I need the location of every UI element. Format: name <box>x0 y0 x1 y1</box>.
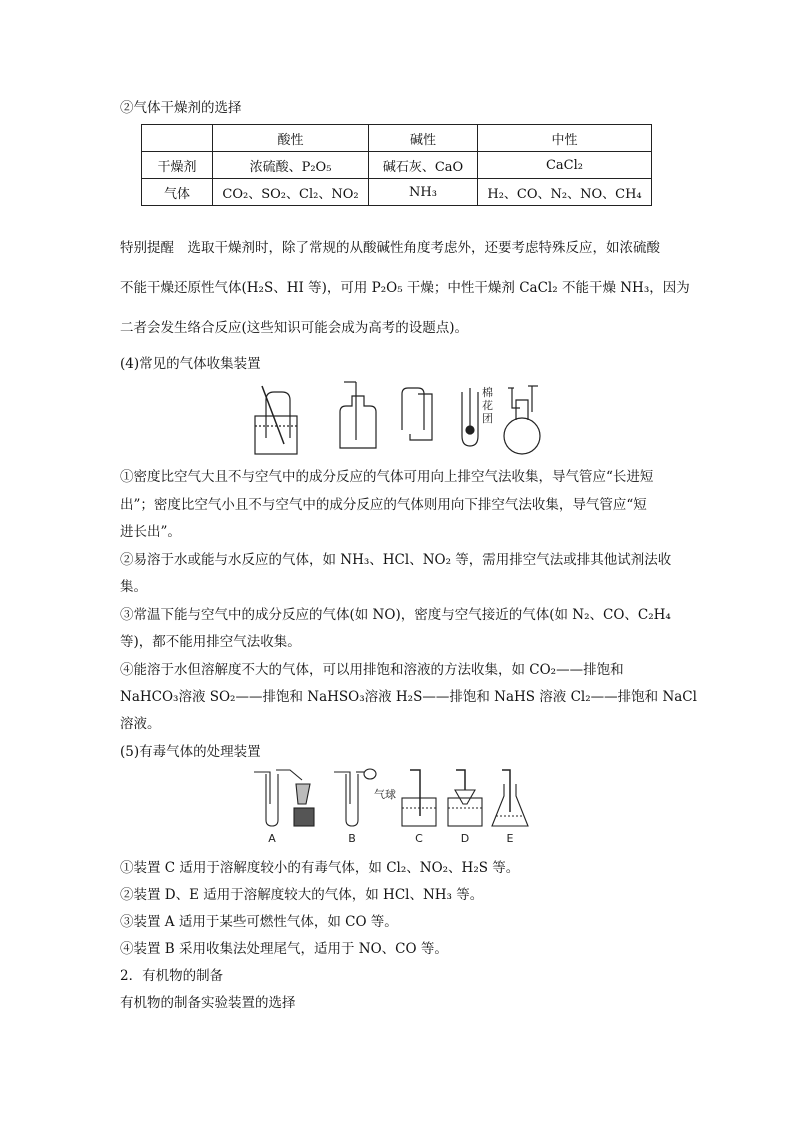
collect-note: NaHCO₃溶液 SO₂——排饱和 NaHSO₃溶液 H₂S——排饱和 NaHS 溶液 Cl₂——排饱和 NaCl <box>120 689 697 705</box>
collect-note: 溶液。 <box>120 716 161 732</box>
test-tube-a <box>266 774 278 826</box>
table-row <box>142 152 652 179</box>
test-tube-b <box>346 774 358 826</box>
table-header-cell <box>142 125 213 152</box>
beaker-c <box>402 798 436 826</box>
delivery-tube <box>262 386 284 444</box>
section2-title: 2．有机物的制备 <box>120 968 224 984</box>
section2-subtitle: 有机物的制备实验装置的选择 <box>120 995 296 1011</box>
lamp-a <box>294 808 314 826</box>
round-flask <box>504 418 540 454</box>
collect-note: 集。 <box>120 579 147 595</box>
collect-note: ④能溶于水但溶解度不大的气体，可以用排饱和溶液的方法收集，如 CO₂——排饱和 <box>120 662 624 678</box>
toxic-title: (5)有毒气体的处理装置 <box>120 744 261 760</box>
toxic-gas-figure <box>250 764 550 846</box>
toxic-note: ④装置 B 采用收集法处理尾气，适用于 NO、CO 等。 <box>120 941 448 957</box>
table-header-cell: 酸性 <box>213 125 369 152</box>
collecting-bottle <box>266 392 290 438</box>
figure-label-e: E <box>506 832 514 845</box>
beaker-d <box>448 798 482 826</box>
figure-label-c: C <box>415 832 423 845</box>
table-cell: H₂、CO、N₂、NO、CH₄ <box>478 179 652 206</box>
table-cell: 气体 <box>142 179 213 206</box>
figure-label-a: A <box>268 832 276 845</box>
funnel-d <box>455 790 475 804</box>
table-header-cell: 中性 <box>478 125 652 152</box>
tip-line-2: 不能干燥还原性气体(H₂S、HI 等)，可用 P₂O₅ 干燥；中性干燥剂 CaCl₂ 不能干燥 NH₃，因为 <box>120 280 690 296</box>
toxic-note: ③装置 A 适用于某些可燃性气体，如 CO 等。 <box>120 914 398 930</box>
table-cell: CaCl₂ <box>478 152 652 179</box>
collect-title: (4)常见的气体收集装置 <box>120 356 261 372</box>
collect-note: ②易溶于水或能与水反应的气体，如 NH₃、HCl、NO₂ 等，需用排空气法或排其他试剂法收 <box>120 552 672 568</box>
cotton-ball <box>466 426 474 434</box>
collect-note: 等)，都不能用排空气法收集。 <box>120 634 301 650</box>
table-cell: 浓硫酸、P₂O₅ <box>213 152 369 179</box>
collect-note: 出”；密度比空气小且不与空气中的成分反应的气体则用向下排空气法收集，导气管应“短 <box>120 497 647 513</box>
drying-title: ②气体干燥剂的选择 <box>120 100 242 116</box>
cotton-label: 棉花团 <box>482 386 493 425</box>
table-row <box>142 179 652 206</box>
figure-label-b: B <box>348 832 356 845</box>
tip-line-3: 二者会发生络合反应(这些知识可能会成为高考的设题点)。 <box>120 320 469 336</box>
collect-note: 进长出”。 <box>120 524 181 540</box>
gas-collection-figure <box>250 378 550 458</box>
table-cell: CO₂、SO₂、Cl₂、NO₂ <box>213 179 369 206</box>
table-cell: NH₃ <box>369 179 478 206</box>
table-header-cell: 碱性 <box>369 125 478 152</box>
balloon-b <box>364 769 376 779</box>
tip-line-1: 特别提醒 选取干燥剂时，除了常规的从酸碱性角度考虑外，还要考虑特殊反应，如浓硫酸 <box>120 240 660 256</box>
figure-label-d: D <box>460 832 470 845</box>
toxic-note: ②装置 D、E 适用于溶解度较大的气体，如 HCl、NH₃ 等。 <box>120 887 484 903</box>
collect-note: ①密度比空气大且不与空气中的成分反应的气体可用向上排空气法收集，导气管应“长进短 <box>120 469 654 485</box>
table-cell: 干燥剂 <box>142 152 213 179</box>
gas-bottle <box>340 396 376 448</box>
toxic-note: ①装置 C 适用于溶解度较小的有毒气体，如 Cl₂、NO₂、H₂S 等。 <box>120 860 520 876</box>
table-cell: 碱石灰、CaO <box>369 152 478 179</box>
burner-a <box>296 784 310 804</box>
balloon-label: 气球 <box>374 788 396 801</box>
table-header-row <box>142 125 652 152</box>
collect-note: ③常温下能与空气中的成分反应的气体(如 NO)，密度与空气接近的气体(如 N₂、CO、C₂H₄ <box>120 607 671 623</box>
drying-agent-table <box>141 124 652 206</box>
